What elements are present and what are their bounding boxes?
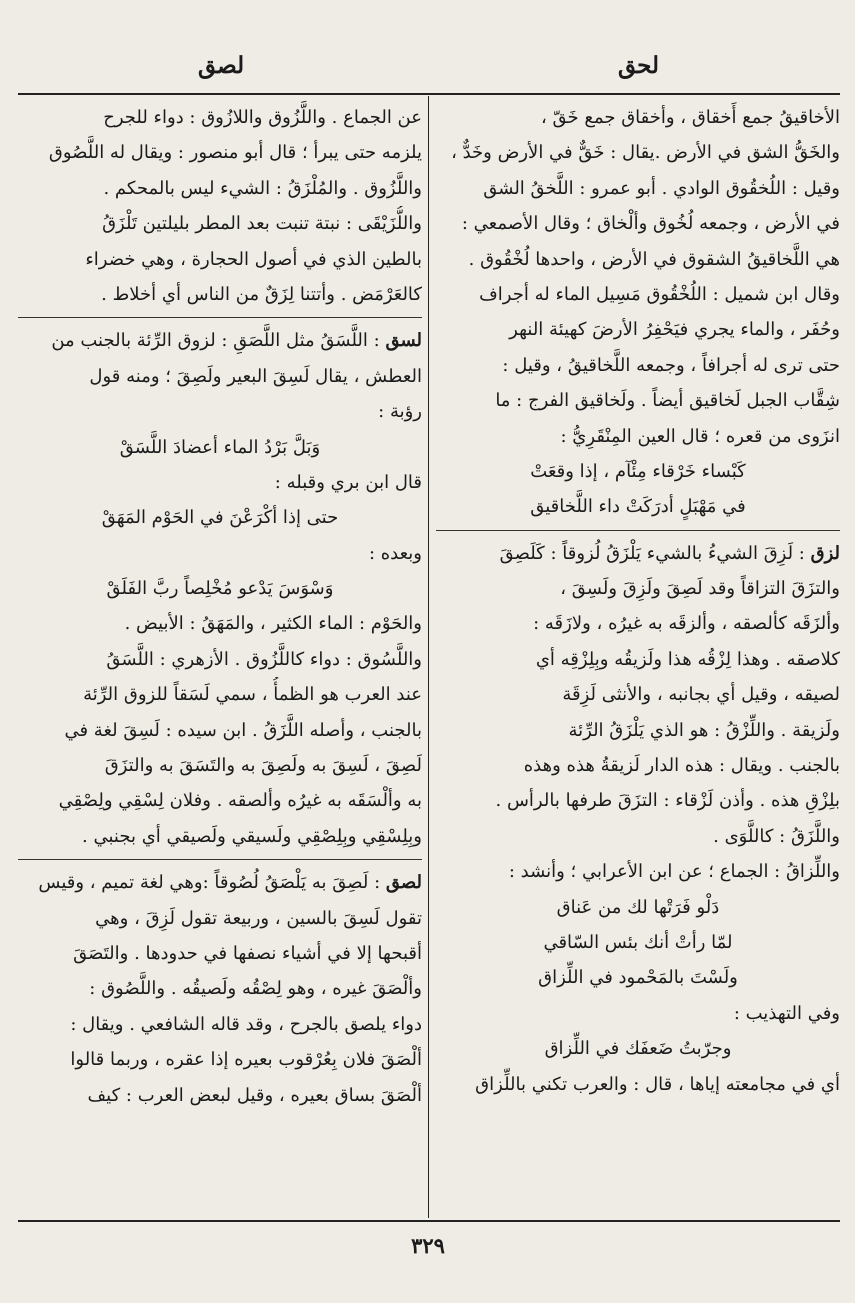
verse-line: لمّا رأتْ أنك بئس السّاقي [543, 931, 733, 953]
text-line: عن الجماع . واللَّزُوق واللازُوق : دواء للجرح [103, 107, 422, 128]
text-line: بلِزْقِ هذه . وأذن لَزْقاء : التزَقَ طرفها بالرأس . [495, 790, 840, 812]
text-line: وألْصَقَ غيره ، وهو لِصْقُه ولَصيقُه . واللَّصُوق : [89, 978, 422, 1000]
text-line: واللِّزاقُ : الجماع ؛ عن ابن الأعرابي ؛ وأنشد : [508, 861, 840, 883]
verse-line: وَسْوَسَ يَدْعو مُخْلِصاً ربَّ الفَلَقْ [106, 578, 334, 600]
entry-separator [18, 859, 422, 860]
text-line: واللَّسُوق : دواء كاللَّزُوق . الأزهري : اللَّسَقُ [106, 648, 422, 670]
text-line: أي في مجامعته إياها ، قال : والعرب تكني باللِّزاق [475, 1073, 840, 1095]
text-line: لَصِقَ ، لَسِقَ به ولَصِقَ به والتَسَقَ به والتزَقَ [104, 755, 422, 777]
text-line: واللَّزَقُ : كاللَّوَى . [713, 825, 840, 847]
entry-separator [436, 530, 840, 531]
text-line: كلاصقه . وهذا لِزْقُه هذا ولَزيقُه وبِلِزْقِه أي [535, 648, 840, 670]
entry-first-line [18, 323, 422, 358]
text-line: وفي التهذيب : [733, 1002, 840, 1024]
text-line: رؤبة : [378, 401, 422, 423]
verse-line: وجرّبتُ ضَعفَك في اللِّزاق [544, 1038, 732, 1060]
text-line: يلزمه حتى يبرأ ؛ قال أبو منصور : ويقال له اللَّصُوق [48, 142, 422, 164]
text-line: في الأرض ، وجمعه لُخُوق وألْخاق ؛ وقال الأصمعي : [461, 213, 840, 235]
text-line: وألزَقَه كألصقه ، وألزقَه به غيرُه ، ولازَقَه : [533, 613, 840, 635]
text-line: واللَّزُوق . والمُلْزَقُ : الشيء ليس بالمحكم . [103, 177, 422, 199]
text-line: وقيل : اللُخقُوق الوادي . أبو عمرو : اللَّخقُ الشق [483, 177, 840, 199]
verse-line: دَلْو فَرَتْها لك من عَناق [556, 896, 720, 918]
verse-line: حتى إذا أكْرَعْنَ في الحَوْم المَهَقْ [101, 507, 339, 529]
bottom-rule [18, 1220, 840, 1222]
verse-line: في مَهْبَلٍ أدرَكَتْ داء اللَّخاقيق [530, 496, 746, 518]
text-line: ولَزيقة . واللِّزْقُ : هو الذي يَلْزَقُ الرِّئة [568, 719, 840, 741]
headword: لصق [385, 872, 422, 894]
text-line: قال ابن بري وقبله : [274, 471, 422, 493]
headword: لسق [385, 330, 422, 352]
verse-line: ولَسْتَ بالمَحْمود في اللِّزاق [538, 967, 738, 989]
page-number: ٣٢٩ [411, 1233, 445, 1258]
entry-first-line [18, 865, 422, 900]
text-line: دواء يلصق بالجرح ، وقد قاله الشافعي . ويقال : [70, 1013, 422, 1035]
entry-separator [18, 317, 422, 318]
text-line: لصيقه ، وقيل أي بجانبه ، والأنثى لَزِقَة [562, 684, 840, 706]
text-line: والتزَقَ التزاقاً وقد لَصِقَ ولَزِقَ ولَسِقَ ، [560, 578, 840, 600]
text-line: به وألْسَقَه به غيرُه وألصقه . وفلان لِسْقِي ولِصْقِي [58, 790, 422, 812]
text-line: وبعده : [368, 542, 422, 564]
text-line: بالجنب ، وأصله اللَّزَقُ . ابن سيده : لَسِقَ لغة في [64, 719, 422, 741]
entry-text: : لَزِقَ الشيءُ بالشيء يَلْزَقُ لُزوقاً : كَلَصِقَ [499, 542, 805, 564]
text-line: كالعَرْمَض . وأتتنا لِزَقٌ من الناس أي أخلاط . [101, 283, 422, 305]
text-line: هي اللَّخاقيقُ الشقوق في الأرض ، واحدها لُخْقُوق . [468, 248, 840, 270]
text-line: بالطين الذي في أصول الحجارة ، وهي خضراء [85, 248, 422, 270]
text-line: ألْصَقَ بساق بعيره ، وقيل لبعض العرب : كيف [87, 1084, 422, 1106]
entry-first-line [436, 536, 840, 571]
verse-line: وَبَلَّ بَرْدُ الماء أعضادَ اللَّسَقْ [119, 436, 321, 458]
right-column [436, 100, 840, 1102]
text-line: واللُّزَيْقَى : نبتة تنبت بعد المطر بليلتين تَلْزَقُ [102, 213, 422, 235]
top-rule [18, 93, 840, 95]
text-line: والخَقُّ الشق في الأرض .يقال : خَقٌّ في الأرض وخَدٌّ ، [451, 142, 840, 164]
text-line: انزَوى من قعره ؛ قال العين المِنْقَرِيُّ : [560, 425, 840, 447]
headword: لزق [810, 542, 840, 564]
text-line: ألْصَقَ فلان بِعُرْقوب بعيره إذا عقره ، وربما قالوا [70, 1049, 422, 1071]
text-line: الأخاقيقُ جمع أَخقاق ، وأخقاق جمع خَقّ ، [540, 107, 840, 128]
text-line: وقال ابن شميل : اللُخْقُوق مَسِيل الماء له أجراف [479, 283, 840, 305]
text-line: وحُفَر ، والماء يجري فيَحْفِرُ الأرضَ كهيئة النهر [509, 319, 840, 341]
verse-line: كَبْساء خَرْقاء مِئْآم ، إذا وقعَتْ [530, 460, 746, 482]
entry-text: : اللَّسَقُ مثل اللَّصَقِ : لزوق الرِّئة بالجنب من [51, 330, 380, 352]
text-line: بالجنب . ويقال : هذه الدار لَزيقةُ هذه وهذه [523, 755, 840, 777]
text-line: شِقَّاب الجبل لَخاقيق أيضاً . ولَخاقيق الفرج : ما [495, 390, 840, 412]
text-line: حتى ترى له أجرافاً ، وجمعه اللَّخاقيقُ ، وقيل : [502, 354, 840, 376]
text-line: عند العرب هو الظمأُ ، سمي لَسَقاً للزوق الرِّئة [83, 684, 422, 706]
entry-text: : لَصِقَ به يَلْصَقُ لُصُوقاً :وهي لغة تميم ، وقيس [38, 872, 381, 894]
running-head-left: لصق [198, 52, 245, 79]
left-column [18, 100, 422, 1113]
column-divider [428, 96, 429, 1218]
text-line: والحَوْم : الماء الكثير ، والمَهَقُ : الأبيض . [124, 613, 422, 635]
text-line: العطش ، يقال لَسِقَ البعير ولَصِقَ ؛ ومنه قول [89, 365, 422, 387]
text-line: وبِلِسْقِي وبِلِصْقِي ولَسيقي ولَصيقي أي بجنبي . [82, 825, 422, 847]
running-head-right: لحق [618, 52, 660, 79]
text-line: تقول لَسِقَ بالسين ، وربيعة تقول لَزِقَ ، وهي [95, 907, 422, 929]
text-line: أقبحها إلا في أشياء نصفها في حدودها . والتَصَقَ [73, 942, 422, 964]
